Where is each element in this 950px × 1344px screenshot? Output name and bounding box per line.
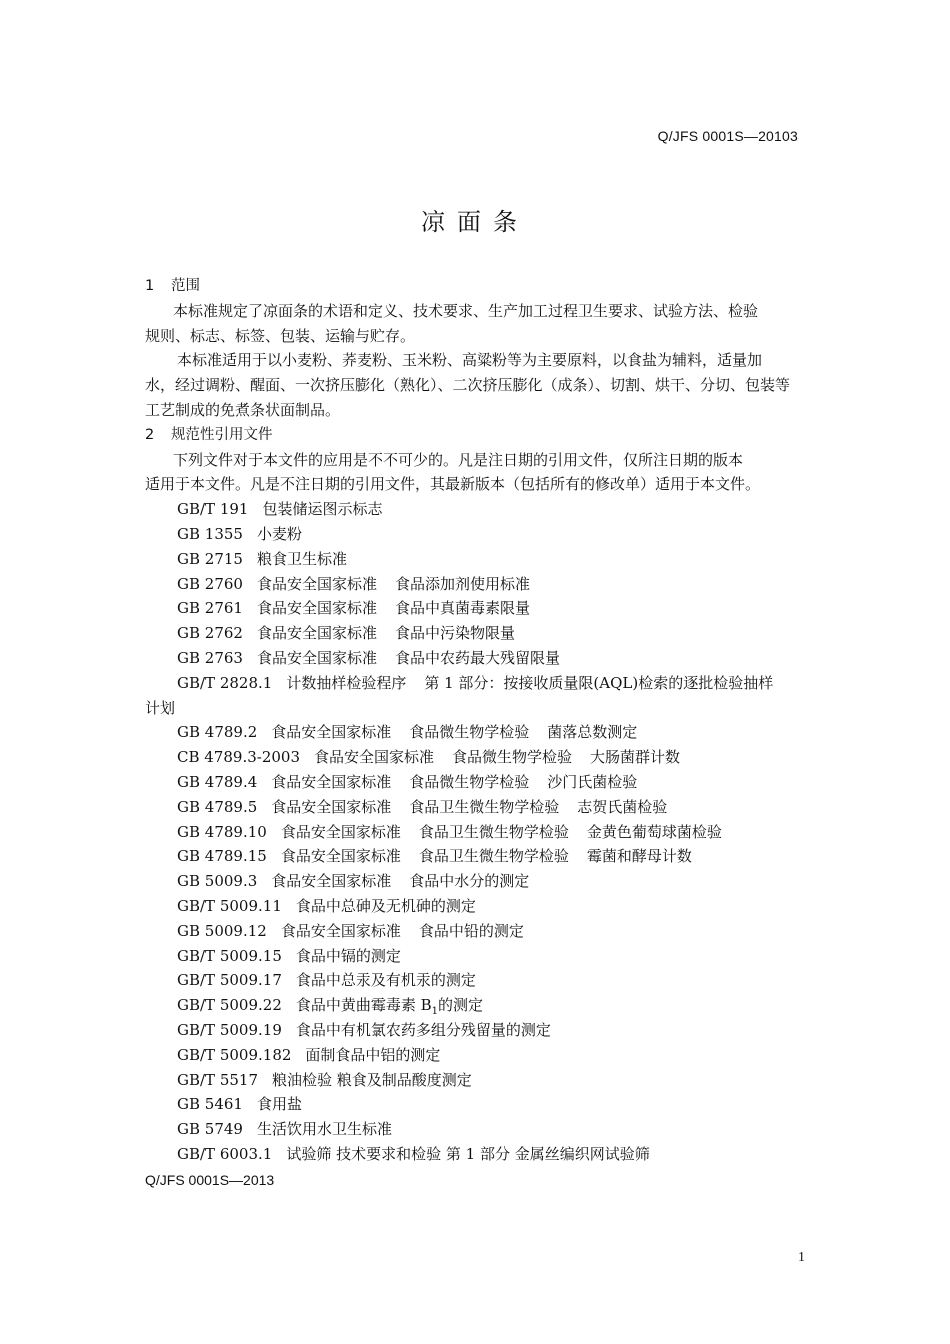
reference-title-sub: 食品中铅的测定 (418, 921, 524, 940)
reference-title (257, 522, 302, 547)
section-heading-scope (145, 274, 808, 299)
reference-title (314, 745, 680, 770)
reference-code: GB 4789.10 (177, 822, 267, 841)
reference-title (257, 596, 530, 621)
reference-code: GB/T 191 (177, 500, 249, 519)
reference-title-main: 粮油检验 粮食及制品酸度测定 (272, 1070, 472, 1089)
reference-code: GB/T 5009.19 (177, 1020, 282, 1039)
reference-title-subscript: 1 (431, 1006, 439, 1018)
reference-title-main: 食品安全国家标准 (314, 748, 435, 767)
reference-title-tail: 的测定 (438, 996, 484, 1015)
reference-title-sub: 食品添加剂使用标准 (394, 574, 530, 593)
reference-title-sub: 食品微生物学检验 (409, 723, 530, 742)
reference-title-main: 食品中有机氯农药多组分残留量的测定 (295, 1020, 551, 1039)
scope-paragraph-line: 本标准适用于以小麦粉、荞麦粉、玉米粉、高粱粉等为主要原料，以食盐为辅料，适量加 (177, 351, 763, 370)
reference-title-sub: 第 1 部分：按接收质量限(AQL)检索的逐批检验抽样 (424, 673, 774, 692)
reference-code: GB/T 5009.182 (177, 1045, 292, 1064)
reference-item (145, 547, 808, 572)
reference-item (145, 596, 808, 621)
reference-title (281, 919, 524, 944)
reference-title (257, 1092, 302, 1117)
reference-item (145, 497, 808, 522)
reference-item (145, 894, 808, 919)
reference-title (257, 1117, 392, 1142)
reference-title-sub: 食品中水分的测定 (409, 872, 530, 891)
reference-code: GB 2763 (177, 648, 243, 667)
reference-title-sub: 食品卫生微生物学检验 (418, 847, 569, 866)
section-title: 范围 (171, 278, 200, 294)
references-intro-line: 适用于本文件。凡是不注日期的引用文件，其最新版本（包括所有的修改单）适用于本文件。 (145, 475, 761, 494)
reference-title (305, 1043, 440, 1068)
section-heading-references (145, 423, 808, 448)
scope-paragraph-line: 本标准规定了凉面条的术语和定义、技术要求、生产加工过程卫生要求、试验方法、检验 (173, 301, 759, 320)
reference-code: GB/T 5517 (177, 1070, 259, 1089)
reference-title-main: 试验筛 技术要求和检验 第 1 部分 金属丝编织网试验筛 (286, 1144, 650, 1163)
reference-item (145, 745, 808, 770)
reference-title (272, 1068, 472, 1093)
reference-code: GB/T 5009.11 (177, 896, 282, 915)
reference-title (286, 1142, 649, 1167)
scope-paragraph-line: 工艺制成的免煮条状面制品。 (145, 400, 341, 419)
reference-item (145, 1092, 808, 1117)
reference-title-main: 食品安全国家标准 (271, 797, 392, 816)
reference-title-main: 食品安全国家标准 (256, 648, 377, 667)
reference-item (145, 696, 808, 721)
reference-title-sub2: 志贺氏菌检验 (577, 797, 668, 816)
reference-title (262, 497, 382, 522)
reference-item (145, 944, 808, 969)
reference-title (271, 795, 667, 820)
reference-title-main: 食品安全国家标准 (271, 723, 392, 742)
reference-item (145, 993, 808, 1018)
reference-item (145, 1018, 808, 1043)
reference-title-sub: 食品中真菌毒素限量 (394, 599, 530, 618)
reference-title (271, 770, 637, 795)
reference-title-main: 粮食卫生标准 (256, 549, 347, 568)
reference-code: GB 2760 (177, 574, 243, 593)
reference-title-main: 生活饮用水卫生标准 (256, 1120, 392, 1139)
reference-title (257, 621, 515, 646)
reference-item (145, 844, 808, 869)
reference-title (257, 547, 347, 572)
reference-code: GB 1355 (177, 524, 243, 543)
reference-title-main: 食品安全国家标准 (256, 599, 377, 618)
reference-item (145, 869, 808, 894)
page-number: 1 (798, 1250, 805, 1265)
reference-code: GB 2715 (177, 549, 243, 568)
reference-item (145, 795, 808, 820)
reference-list (145, 497, 808, 1167)
reference-code: GB 4789.15 (177, 847, 267, 866)
reference-title-main: 食用盐 (256, 1095, 302, 1114)
reference-item (145, 1043, 808, 1068)
reference-code: GB 5461 (177, 1095, 243, 1114)
reference-code: GB/T 5009.22 (177, 996, 282, 1015)
reference-title-sub2: 沙门氏菌检验 (547, 772, 638, 791)
reference-code: GB 5009.12 (177, 921, 267, 940)
reference-title-main: 小麦粉 (256, 524, 302, 543)
reference-code: GB 4789.2 (177, 723, 258, 742)
reference-title (257, 646, 560, 671)
document-title: 凉面条 (421, 208, 529, 237)
reference-title-main: 食品安全国家标准 (271, 772, 392, 791)
reference-item (145, 522, 808, 547)
reference-code: GB/T 2828.1 (177, 673, 273, 692)
reference-title-main: 食品中总汞及有机汞的测定 (295, 971, 476, 990)
reference-item (145, 1068, 808, 1093)
reference-title-main: 计数抽样检验程序 (286, 673, 407, 692)
reference-code: GB 2762 (177, 624, 243, 643)
reference-code: GB/T 5009.17 (177, 971, 282, 990)
reference-title (281, 820, 722, 845)
reference-title-main: 食品安全国家标准 (280, 822, 401, 841)
section-number: 1 (145, 278, 155, 294)
reference-item (145, 1142, 808, 1167)
reference-code: CB 4789.3-2003 (177, 748, 300, 767)
reference-title-sub: 食品微生物学检验 (409, 772, 530, 791)
reference-item (145, 572, 808, 597)
reference-item (145, 646, 808, 671)
reference-code: GB 4789.5 (177, 797, 258, 816)
reference-title (296, 944, 401, 969)
reference-title-sub: 食品微生物学检验 (452, 748, 573, 767)
reference-item (145, 1117, 808, 1142)
reference-title-main: 食品中黄曲霉毒素 B (295, 996, 432, 1015)
reference-title (271, 720, 637, 745)
reference-title-main: 食品安全国家标准 (256, 574, 377, 593)
reference-title-sub: 食品中污染物限量 (394, 624, 515, 643)
reference-item (145, 968, 808, 993)
reference-title-sub: 食品卫生微生物学检验 (418, 822, 569, 841)
footer-standard-code: Q/JFS 0001S—2013 (145, 1172, 275, 1188)
reference-title (281, 844, 692, 869)
reference-title-sub2: 金黄色葡萄球菌检验 (586, 822, 722, 841)
reference-item (145, 770, 808, 795)
reference-title-main: 食品中总砷及无机砷的测定 (295, 896, 476, 915)
reference-title (296, 1018, 551, 1043)
reference-title-sub2: 菌落总数测定 (547, 723, 638, 742)
reference-code: GB 5749 (177, 1120, 243, 1139)
reference-title-main: 食品安全国家标准 (280, 921, 401, 940)
reference-item (145, 820, 808, 845)
reference-title-sub: 食品中农药最大残留限量 (394, 648, 560, 667)
reference-title-main: 食品安全国家标准 (280, 847, 401, 866)
reference-title-main: 面制食品中铝的测定 (305, 1045, 441, 1064)
reference-item (145, 919, 808, 944)
references-intro-line: 下列文件对于本文件的应用是不不可少的。凡是注日期的引用文件，仅所注日期的版本 (173, 450, 744, 469)
reference-title-main: 食品安全国家标准 (271, 872, 392, 891)
header-standard-code: Q/JFS 0001S—20103 (657, 128, 798, 144)
reference-title-main: 包装储运图示标志 (262, 500, 383, 519)
reference-code: GB/T 5009.15 (177, 946, 282, 965)
reference-title (257, 572, 530, 597)
reference-title (296, 894, 476, 919)
reference-item (145, 621, 808, 646)
reference-title (286, 671, 773, 696)
reference-code: GB/T 6003.1 (177, 1144, 273, 1163)
reference-continuation: 计划 (145, 698, 176, 717)
reference-title-sub2: 霉菌和酵母计数 (586, 847, 692, 866)
section-number: 2 (145, 426, 155, 443)
reference-title-main: 食品中镉的测定 (295, 946, 401, 965)
reference-title-sub: 食品卫生微生物学检验 (409, 797, 560, 816)
reference-title-main: 食品安全国家标准 (256, 624, 377, 643)
reference-item (145, 671, 808, 696)
reference-code: GB 4789.4 (177, 772, 258, 791)
document-body (145, 274, 808, 1167)
reference-title (271, 869, 529, 894)
reference-code: GB 5009.3 (177, 872, 258, 891)
reference-code: GB 2761 (177, 599, 243, 618)
section-title: 规范性引用文件 (171, 426, 273, 443)
scope-paragraph-line: 水，经过调粉、醒面、一次挤压膨化（熟化）、二次挤压膨化（成条）、切割、烘干、分切、包装等 (145, 376, 791, 395)
scope-paragraph-line: 规则、标志、标签、包装、运输与贮存。 (145, 326, 416, 345)
reference-title (296, 968, 476, 993)
reference-title-sub2: 大肠菌群计数 (590, 748, 681, 767)
reference-item (145, 720, 808, 745)
